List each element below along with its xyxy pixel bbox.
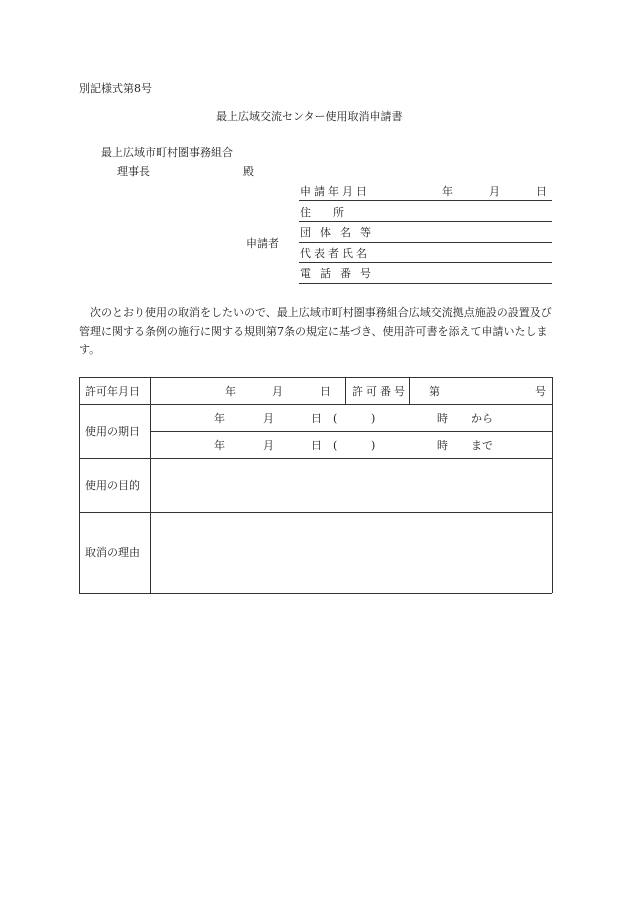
usage-purpose-label: 使用の目的 — [85, 479, 140, 492]
period-start-paren-open: ( — [333, 412, 338, 425]
phone-number-label: 電話番号 — [300, 267, 380, 280]
period-end-paren-open: ( — [333, 439, 338, 452]
divider — [299, 283, 552, 284]
permit-number-label: 許可番号 — [352, 385, 408, 398]
period-end-day: 日 — [311, 439, 322, 452]
permit-date-label: 許可年月日 — [85, 385, 140, 398]
addressee-honorific: 殿 — [243, 165, 254, 178]
period-start-day: 日 — [311, 412, 322, 425]
permit-date-year: 年 — [225, 385, 236, 398]
divider — [299, 200, 552, 201]
period-start-month: 月 — [263, 412, 274, 425]
period-until: まで — [471, 439, 493, 452]
period-start-hour: 時 — [437, 412, 448, 425]
divider — [299, 242, 552, 243]
table-border-right — [552, 377, 553, 593]
period-from: から — [471, 412, 493, 425]
application-date-month: 月 — [489, 185, 500, 198]
table-column-divider — [150, 377, 151, 593]
body-text: 次のとおり使用の取消をしたいので、最上広域市町村圏事務組合広域交流拠点施設の設置及び管理に関する条例の施行に関する規則第7条の規定に基づき、使用許可書を添えて申請いたします。 — [79, 306, 552, 356]
period-end-month: 月 — [263, 439, 274, 452]
table-border-bottom — [79, 593, 552, 594]
organization-name-label: 団体名等 — [300, 226, 380, 239]
divider — [299, 262, 552, 263]
table-column-divider — [409, 377, 410, 404]
period-end-hour: 時 — [437, 439, 448, 452]
table-border-left — [79, 377, 80, 593]
divider — [299, 221, 552, 222]
application-date-day: 日 — [536, 185, 547, 198]
permit-number-suffix: 号 — [535, 385, 546, 398]
period-end-paren-close: ) — [371, 439, 376, 452]
form-number: 別記様式第8号 — [79, 82, 152, 95]
period-start-paren-close: ) — [371, 412, 376, 425]
period-end-year: 年 — [214, 439, 225, 452]
page-title: 最上広域交流センター使用取消申請書 — [216, 110, 403, 123]
application-date-label: 申請年月日 — [300, 185, 370, 198]
address-label: 住 所 — [300, 206, 344, 219]
period-start-year: 年 — [214, 412, 225, 425]
addressee-position: 理事長 — [117, 165, 150, 178]
cancellation-reason-label: 取消の理由 — [85, 546, 140, 559]
permit-date-day: 日 — [320, 385, 331, 398]
representative-name-label: 代表者氏名 — [300, 247, 370, 260]
applicant-label: 申請者 — [246, 237, 279, 250]
table-column-divider — [345, 377, 346, 404]
addressee-organization: 最上広域市町村圏事務組合 — [101, 146, 233, 159]
table-row-divider — [150, 431, 552, 432]
usage-period-label: 使用の期日 — [85, 425, 140, 438]
permit-date-month: 月 — [272, 385, 283, 398]
permit-number-prefix: 第 — [429, 385, 440, 398]
application-date-year: 年 — [442, 185, 453, 198]
